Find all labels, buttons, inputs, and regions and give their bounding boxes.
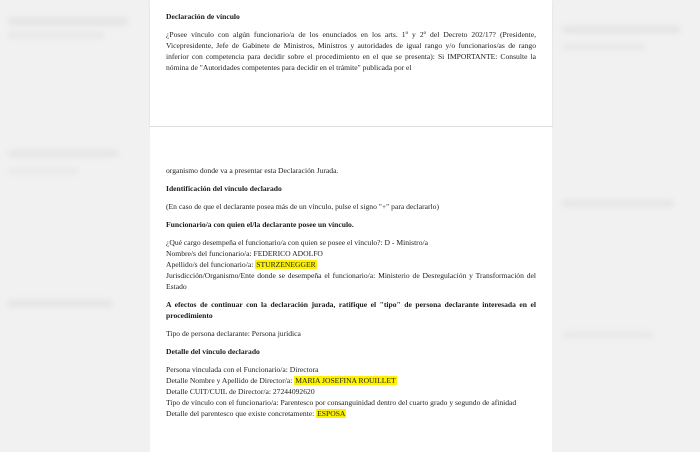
field-cuit-director-label: Detalle CUIT/CUIL de Director/a:: [166, 387, 273, 396]
document-page-top: [150, 0, 552, 127]
field-nombre-director-label: Detalle Nombre y Apellido de Director/a:: [166, 376, 295, 385]
section-heading-ratificar-tipo: A efectos de continuar con la declaración jurada, ratifique el "tipo" de persona declarante interesada en el procedimiento: [166, 300, 536, 320]
field-persona-vinculada-label: Persona vinculada con el Funcionario/a:: [166, 365, 290, 374]
page-background-right: [552, 0, 700, 452]
field-tipo-persona-declarante: Tipo de persona declarante: Persona jurídica: [166, 329, 301, 338]
page-background-left: [0, 0, 150, 452]
field-cargo-funcionario: [166, 237, 536, 248]
field-persona-vinculada: [166, 364, 536, 375]
field-nombre-director: [166, 375, 536, 386]
field-detalle-parentesco: [166, 408, 536, 419]
field-jurisdiccion-value: Ministerio de Desregulación y Transformación del Estado: [166, 271, 536, 291]
field-group-funcionario: [166, 237, 536, 292]
field-cargo-label: ¿Qué cargo desempeña el funcionario/a con quien se posee el vínculo?:: [166, 238, 385, 247]
field-detalle-parentesco-label: Detalle del parentesco que existe concretamente:: [166, 409, 317, 418]
field-jurisdiccion-funcionario: [166, 270, 536, 292]
field-cuit-director: [166, 386, 536, 397]
field-jurisdiccion-label: Jurisdicción/Organismo/Ente donde se desempeña el funcionario/a:: [166, 271, 379, 280]
field-nombre-label: Nombre/s del funcionario/a:: [166, 249, 254, 258]
field-nombre-director-value-highlighted: MARIA JOSEFINA ROUILLET: [295, 376, 396, 385]
section-heading-identificacion-vinculo: Identificación del vínculo declarado: [166, 184, 282, 193]
field-tipo-vinculo-label: Tipo de vínculo con el funcionario/a:: [166, 398, 281, 407]
section-heading-funcionario: Funcionario/a con quien el/la declarante posee un vínculo.: [166, 220, 354, 229]
field-cuit-director-value: 27244092620: [272, 387, 315, 396]
field-tipo-vinculo-value: Parentesco por consanguinidad dentro del cuarto grado y segundo de afinidad: [280, 398, 517, 407]
field-apellido-value-highlighted: STURZENEGGER: [256, 260, 316, 269]
document-page-bottom: [150, 127, 552, 452]
paragraph-posee-vinculo: ¿Posee vínculo con algún funcionario/a de los enunciados en los arts. 1º y 2º del Decreto 202/17? (Presidente, Vicepresidente, Jefe de Gabinete de Ministros, Ministros y autoridades de igual rango y/o funcionarios/as de rango inferior con competencia para decidir sobre el procedimiento en el que se presenta): Si IMPORTANTE: Consulte la nómina de "Autoridades competentes para decidir en el trámite" publicada por el: [166, 30, 536, 72]
section-heading-declaracion-vinculo: Declaración de vínculo: [166, 12, 240, 21]
paragraph-organismo-continuacion: organismo donde va a presentar esta Declaración Jurada.: [166, 166, 339, 175]
field-nombre-funcionario: [166, 248, 536, 259]
field-apellido-label: Apellido/s del funcionario/a:: [166, 260, 256, 269]
field-apellido-funcionario: [166, 259, 536, 270]
field-detalle-parentesco-value-highlighted: ESPOSA: [317, 409, 346, 418]
field-group-detalle: [166, 364, 536, 419]
field-cargo-value: D - Ministro/a: [384, 238, 428, 247]
field-persona-vinculada-value: Directora: [289, 365, 319, 374]
document-body-top: [150, 0, 552, 73]
section-heading-detalle-vinculo: Detalle del vínculo declarado: [166, 347, 260, 356]
field-nombre-value: FEDERICO ADOLFO: [253, 249, 323, 258]
note-multiple-vinculos: (En caso de que el declarante posea más de un vínculo, pulse el signo "+" para declararlo): [166, 202, 439, 211]
document-body-bottom: [150, 127, 552, 419]
field-tipo-vinculo: [166, 397, 536, 408]
